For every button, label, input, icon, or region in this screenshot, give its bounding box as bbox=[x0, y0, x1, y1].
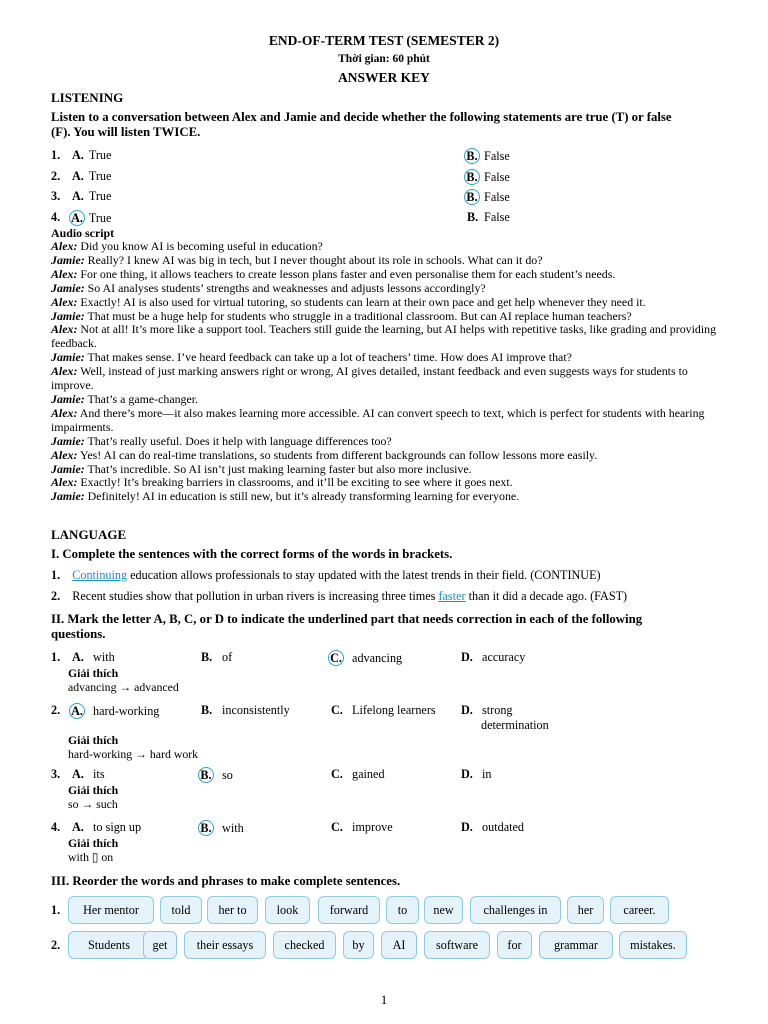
script-line bbox=[51, 282, 723, 296]
question-number: 2. bbox=[51, 169, 61, 183]
explanation-label: Giải thích bbox=[68, 783, 119, 797]
question-number: 3. bbox=[51, 189, 61, 203]
option-d[interactable] bbox=[461, 650, 525, 665]
option-c[interactable] bbox=[331, 767, 385, 782]
item-number: 2. bbox=[51, 589, 61, 603]
listening-instruction-line2: (F). You will listen TWICE. bbox=[51, 125, 201, 139]
option-letter: B. bbox=[201, 650, 213, 664]
word-chip[interactable]: career. bbox=[610, 896, 669, 924]
script-line bbox=[51, 393, 723, 407]
speaker-name: Alex: bbox=[51, 294, 78, 309]
option-text: True bbox=[88, 211, 112, 225]
option-text: True bbox=[88, 169, 112, 183]
option-text: outdated bbox=[482, 820, 525, 834]
option-b[interactable] bbox=[201, 703, 290, 718]
option-b[interactable] bbox=[467, 169, 510, 185]
speaker-name: Jamie: bbox=[51, 489, 85, 504]
option-letter: B. bbox=[464, 148, 480, 164]
option-letter: A. bbox=[69, 210, 85, 226]
script-line bbox=[51, 240, 723, 254]
option-d[interactable] bbox=[461, 767, 492, 782]
speaker-name: Jamie: bbox=[51, 252, 85, 267]
language-heading: LANGUAGE bbox=[51, 527, 127, 542]
option-letter: B. bbox=[464, 169, 480, 185]
explanation-text: advancing → advanced bbox=[68, 680, 179, 694]
script-line bbox=[51, 310, 723, 324]
option-b[interactable] bbox=[201, 650, 232, 665]
word-chip[interactable]: mistakes. bbox=[619, 931, 687, 959]
script-text: So AI analyses students’ strengths and weaknesses and adjusts lessons accordingly? bbox=[87, 280, 486, 295]
option-text: in bbox=[482, 767, 492, 781]
sentence-number: 2. bbox=[51, 938, 61, 952]
option-d[interactable] bbox=[461, 820, 524, 835]
option-letter: A. bbox=[72, 189, 84, 203]
option-letter: B. bbox=[464, 189, 480, 205]
word-chip[interactable]: grammar bbox=[539, 931, 613, 959]
option-text: False bbox=[484, 149, 510, 163]
listening-instruction bbox=[51, 110, 723, 140]
option-text: False bbox=[484, 170, 510, 184]
word-chip[interactable]: told bbox=[160, 896, 202, 924]
part2-instruction-line2: questions. bbox=[51, 627, 106, 641]
tf-question bbox=[51, 210, 723, 226]
answer-key-subtitle: ANSWER KEY bbox=[338, 70, 430, 85]
speaker-name: Alex: bbox=[51, 364, 78, 379]
speaker-name: Alex: bbox=[51, 239, 78, 253]
explanation-label: Giải thích bbox=[68, 733, 119, 747]
speaker-name: Alex: bbox=[51, 475, 78, 490]
part2-instruction-line1: II. Mark the letter A, B, C, or D to indicate the underlined part that needs correction in each of the following bbox=[51, 612, 643, 626]
word-chip[interactable]: software bbox=[424, 931, 490, 959]
option-b[interactable] bbox=[467, 148, 510, 164]
speaker-name: Jamie: bbox=[51, 308, 85, 323]
script-text: Exactly! It’s breaking barriers in classrooms, and it’ll be exciting to see where it goes next. bbox=[80, 475, 513, 490]
script-line bbox=[51, 351, 723, 365]
question-number: 4. bbox=[51, 210, 61, 224]
option-letter: B. bbox=[467, 210, 479, 224]
script-text: Exactly! AI is also used for virtual tutoring, so students can learn at their own pace and get help whenever they need it. bbox=[80, 294, 646, 309]
word-chip[interactable]: Students bbox=[68, 931, 150, 959]
option-text: its bbox=[93, 767, 105, 781]
option-b[interactable] bbox=[467, 210, 510, 225]
option-c[interactable] bbox=[331, 820, 393, 835]
script-text: Definitely! AI in education is still new, but it’s already transforming learning for everyone. bbox=[87, 489, 520, 504]
option-letter: D. bbox=[461, 703, 473, 717]
question-number: 2. bbox=[51, 703, 61, 717]
word-chip[interactable]: her to bbox=[207, 896, 258, 924]
option-text: gained bbox=[352, 767, 385, 781]
script-line bbox=[51, 476, 723, 490]
page-title: END-OF-TERM TEST (SEMESTER 2) bbox=[268, 33, 500, 48]
speaker-name: Jamie: bbox=[51, 461, 85, 476]
script-text: That makes sense. I’ve heard feedback can take up a lot of teachers’ time. How does AI improve that? bbox=[87, 350, 572, 365]
option-c[interactable] bbox=[331, 650, 402, 666]
option-letter: D. bbox=[461, 650, 473, 664]
option-text: hard-working bbox=[93, 704, 160, 718]
option-letter: D. bbox=[461, 767, 473, 781]
script-text: That’s incredible. So AI isn’t just making learning faster but also more inclusive. bbox=[87, 461, 472, 476]
script-line bbox=[51, 323, 723, 351]
option-letter: A. bbox=[72, 767, 84, 781]
script-line bbox=[51, 490, 723, 504]
option-text: improve bbox=[352, 820, 393, 834]
option-letter: C. bbox=[331, 820, 343, 834]
script-line bbox=[51, 268, 723, 282]
script-text: That’s a game-changer. bbox=[87, 391, 199, 406]
option-text: inconsistently bbox=[222, 703, 290, 717]
option-letter: D. bbox=[461, 820, 473, 834]
option-b[interactable] bbox=[467, 189, 510, 205]
script-text: And there’s more—it also makes learning more accessible. AI can convert speech to text, which is perfect for students with hearing impairments. bbox=[51, 405, 705, 434]
option-text: True bbox=[88, 148, 112, 162]
option-letter: C. bbox=[328, 650, 344, 666]
word-chip[interactable]: for bbox=[497, 931, 532, 959]
option-letter: A. bbox=[72, 148, 84, 162]
option-a[interactable] bbox=[72, 169, 111, 184]
listening-instruction-line1: Listen to a conversation between Alex and Jamie and decide whether the following statements are true (T) or false bbox=[51, 110, 672, 124]
option-letter: B. bbox=[201, 703, 213, 717]
option-letter: B. bbox=[198, 820, 214, 836]
option-letter: A. bbox=[72, 650, 84, 664]
script-line bbox=[51, 463, 723, 477]
script-text: Really? I knew AI was big in tech, but I never thought about its role in schools. What can it do? bbox=[87, 252, 543, 267]
part1-item-1 bbox=[51, 568, 601, 583]
question-number: 1. bbox=[51, 148, 61, 162]
part3-instruction: III. Reorder the words and phrases to make complete sentences. bbox=[51, 874, 401, 888]
option-text: advancing bbox=[352, 651, 403, 665]
script-line bbox=[51, 365, 723, 393]
option-a[interactable] bbox=[72, 703, 159, 719]
option-b[interactable] bbox=[201, 820, 244, 836]
script-text: Yes! AI can do real-time translations, so students from different backgrounds can follow lessons more easily. bbox=[79, 447, 598, 462]
option-letter: A. bbox=[69, 703, 85, 719]
sentence-text: education allows professionals to stay updated with the latest trends in their field. (CONTINUE) bbox=[127, 568, 601, 582]
option-letter: B. bbox=[198, 767, 214, 783]
script-text: Not at all! It’s more like a support tool. Teachers still guide the learning, but AI helps with repetitive tasks, like grading and providing feedback. bbox=[51, 322, 717, 351]
sentence-text: Recent studies show that pollution in urban rivers is increasing three times bbox=[72, 589, 439, 603]
word-chip[interactable]: forward bbox=[318, 896, 380, 924]
script-line bbox=[51, 449, 723, 463]
tf-question bbox=[51, 189, 723, 205]
page-number: 1 bbox=[380, 992, 388, 1007]
option-d[interactable] bbox=[461, 703, 549, 733]
option-text: of bbox=[222, 650, 233, 664]
option-text: to sign up bbox=[93, 820, 142, 834]
speaker-name: Jamie: bbox=[51, 280, 85, 295]
word-chip[interactable]: by bbox=[343, 931, 374, 959]
listening-heading: LISTENING bbox=[51, 90, 124, 105]
time-limit: Thời gian: 60 phút bbox=[338, 53, 430, 65]
option-text: strong bbox=[482, 703, 513, 717]
question-number: 4. bbox=[51, 820, 61, 834]
word-chip[interactable]: checked bbox=[273, 931, 336, 959]
script-line bbox=[51, 407, 723, 435]
script-line bbox=[51, 254, 723, 268]
word-chip[interactable]: AI bbox=[381, 931, 417, 959]
part1-item-2 bbox=[51, 589, 627, 604]
option-a[interactable] bbox=[72, 650, 115, 665]
speaker-name: Jamie: bbox=[51, 350, 85, 365]
question-number: 1. bbox=[51, 650, 61, 664]
option-a[interactable] bbox=[72, 820, 141, 835]
speaker-name: Alex: bbox=[51, 266, 78, 281]
option-text: False bbox=[484, 190, 510, 204]
script-text: Did you know AI is becoming useful in education? bbox=[80, 239, 323, 253]
word-chip[interactable]: look bbox=[265, 896, 310, 924]
script-text: That’s really useful. Does it help with language differences too? bbox=[87, 433, 392, 448]
option-a[interactable] bbox=[72, 767, 105, 782]
word-chip[interactable]: Her mentor bbox=[68, 896, 154, 924]
word-chip[interactable]: their essays bbox=[184, 931, 266, 959]
script-text: For one thing, it allows teachers to create lesson plans faster and even personalise them for each student’s needs. bbox=[80, 266, 616, 281]
script-text: Well, instead of just marking answers right or wrong, AI gives detailed, instant feedback and even suggests ways for students to improve. bbox=[51, 364, 688, 393]
explanation-text: hard-working → hard work bbox=[68, 747, 199, 761]
explanation-label: Giải thích bbox=[68, 666, 119, 680]
option-a[interactable] bbox=[72, 189, 111, 204]
option-text: accuracy bbox=[482, 650, 526, 664]
script-line bbox=[51, 296, 723, 310]
option-a[interactable] bbox=[72, 210, 111, 226]
speaker-name: Jamie: bbox=[51, 433, 85, 448]
part2-instruction bbox=[51, 612, 723, 642]
part1-instruction: I. Complete the sentences with the correct forms of the words in brackets. bbox=[51, 547, 453, 561]
item-number: 1. bbox=[51, 568, 61, 582]
option-letter: A. bbox=[72, 820, 84, 834]
explanation-text: so → such bbox=[68, 797, 118, 811]
option-b[interactable] bbox=[201, 767, 233, 783]
option-letter: A. bbox=[72, 169, 84, 183]
option-text: so bbox=[222, 768, 233, 782]
speaker-name: Jamie: bbox=[51, 391, 85, 406]
option-text: True bbox=[88, 189, 112, 203]
option-text: False bbox=[484, 210, 510, 224]
word-chip[interactable]: her bbox=[567, 896, 604, 924]
explanation-text: with ▯ on bbox=[68, 850, 114, 864]
answer-word: Continuing bbox=[72, 568, 128, 582]
option-text-line2: determination bbox=[481, 718, 549, 732]
audio-script bbox=[51, 240, 723, 504]
word-chip[interactable]: to bbox=[386, 896, 419, 924]
sentence-text: than it did a decade ago. (FAST) bbox=[465, 589, 628, 603]
speaker-name: Alex: bbox=[51, 322, 78, 337]
option-text: with bbox=[93, 650, 115, 664]
sentence-number: 1. bbox=[51, 903, 61, 917]
explanation-label: Giải thích bbox=[68, 836, 119, 850]
word-chip[interactable]: challenges in bbox=[470, 896, 561, 924]
answer-word: faster bbox=[438, 589, 466, 603]
script-line bbox=[51, 435, 723, 449]
option-text: Lifelong learners bbox=[352, 703, 436, 717]
word-chip[interactable]: new bbox=[424, 896, 463, 924]
option-letter: C. bbox=[331, 703, 343, 717]
word-chip[interactable]: get bbox=[143, 931, 177, 959]
option-c[interactable] bbox=[331, 703, 436, 718]
option-a[interactable] bbox=[72, 148, 111, 163]
tf-question bbox=[51, 148, 723, 164]
question-number: 3. bbox=[51, 767, 61, 781]
option-text: with bbox=[222, 821, 244, 835]
speaker-name: Alex: bbox=[51, 447, 78, 462]
speaker-name: Alex: bbox=[51, 405, 78, 420]
option-letter: C. bbox=[331, 767, 343, 781]
audio-script-title: Audio script bbox=[51, 226, 115, 240]
tf-question bbox=[51, 169, 723, 185]
script-text: That must be a huge help for students who struggle in a traditional classroom. But can AI replace human teachers? bbox=[87, 308, 632, 323]
